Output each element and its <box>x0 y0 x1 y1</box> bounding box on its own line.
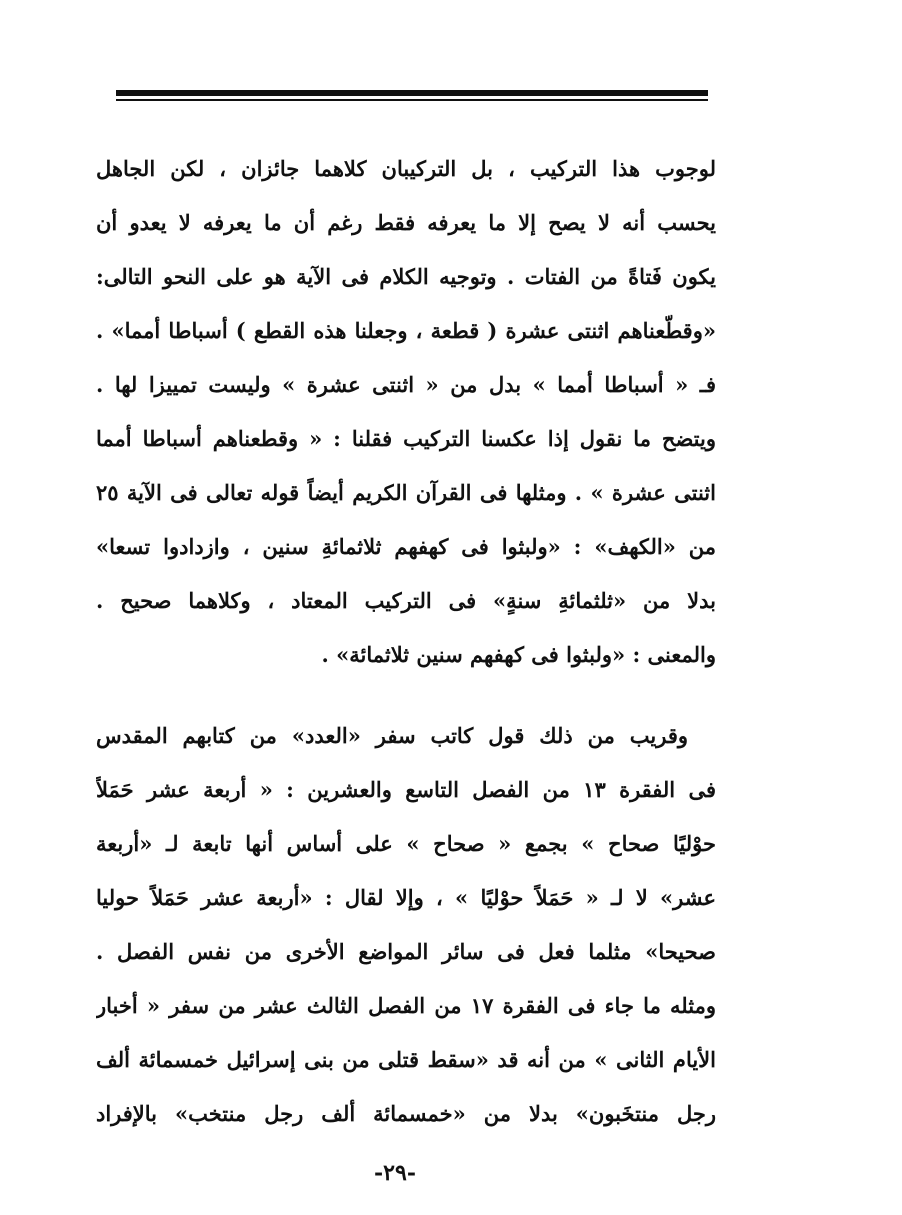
text-line: والمعنى : «ولبثوا فى كهفهم سنين ثلاثمائة» . <box>321 642 716 667</box>
page-number: -٢٩- <box>374 1160 416 1186</box>
text-line: يكون فَتاةً من الفتات . وتوجيه الكلام فى الآية هو على النحو التالى: <box>96 264 716 289</box>
text-line: صحيحا» مثلما فعل فى سائر المواضع الأخرى من نفس الفصل . <box>96 939 716 964</box>
text-line: رجل منتخَبون» بدلا من «خمسمائة ألف رجل منتخب» بالإفراد <box>96 1101 716 1126</box>
text-line: فـ « أسباطا أمما » بدل من « اثنتى عشرة » وليست تمييزا لها . <box>96 372 716 397</box>
text-line: فى الفقرة ١٣ من الفصل التاسع والعشرين : « أربعة عشر حَمَلاً <box>96 777 716 802</box>
text-line: عشر» لا لـ « حَمَلاً حوْليًا » ، وإلا لقال : «أربعة عشر حَمَلاً حوليا <box>96 885 716 910</box>
text-line: وقريب من ذلك قول كاتب سفر «العدد» من كتابهم المقدس <box>96 723 688 748</box>
paragraph-2 <box>96 709 716 1141</box>
text-line: من «الكهف» : «ولبثوا فى كهفهم ثلاثمائةِ سنين ، وازدادوا تسعا» <box>96 534 716 559</box>
text-line: يحسب أنه لا يصح إلا ما يعرفه فقط رغم أن ما يعرفه لا يعدو أن <box>96 210 716 235</box>
text-line: حوْليًا صحاح » بجمع « صحاح » على أساس أنها تابعة لـ «أربعة <box>96 831 716 856</box>
header-rule-thin <box>116 99 708 101</box>
text-line: الأيام الثانى » من أنه قد «سقط قتلى من بنى إسرائيل خمسمائة ألف <box>96 1047 716 1072</box>
paragraph-1 <box>96 142 716 682</box>
text-line: ومثله ما جاء فى الفقرة ١٧ من الفصل الثالث عشر من سفر « أخبار <box>96 993 716 1018</box>
text-line: ويتضح ما نقول إذا عكسنا التركيب فقلنا : « وقطعناهم أسباطا أمما <box>96 426 716 451</box>
text-line: بدلا من «ثلثمائةِ سنةٍ» فى التركيب المعتاد ، وكلاهما صحيح . <box>96 588 716 613</box>
header-rule <box>116 90 708 101</box>
text-line: اثنتى عشرة » . ومثلها فى القرآن الكريم أيضاً قوله تعالى فى الآية ٢٥ <box>96 480 716 505</box>
text-line: «وقطّعناهم اثنتى عشرة ( قطعة ، وجعلنا هذه القطع ) أسباطا أمما» . <box>96 318 716 343</box>
text-line: لوجوب هذا التركيب ، بل التركيبان كلاهما جائزان ، لكن الجاهل <box>96 156 716 181</box>
